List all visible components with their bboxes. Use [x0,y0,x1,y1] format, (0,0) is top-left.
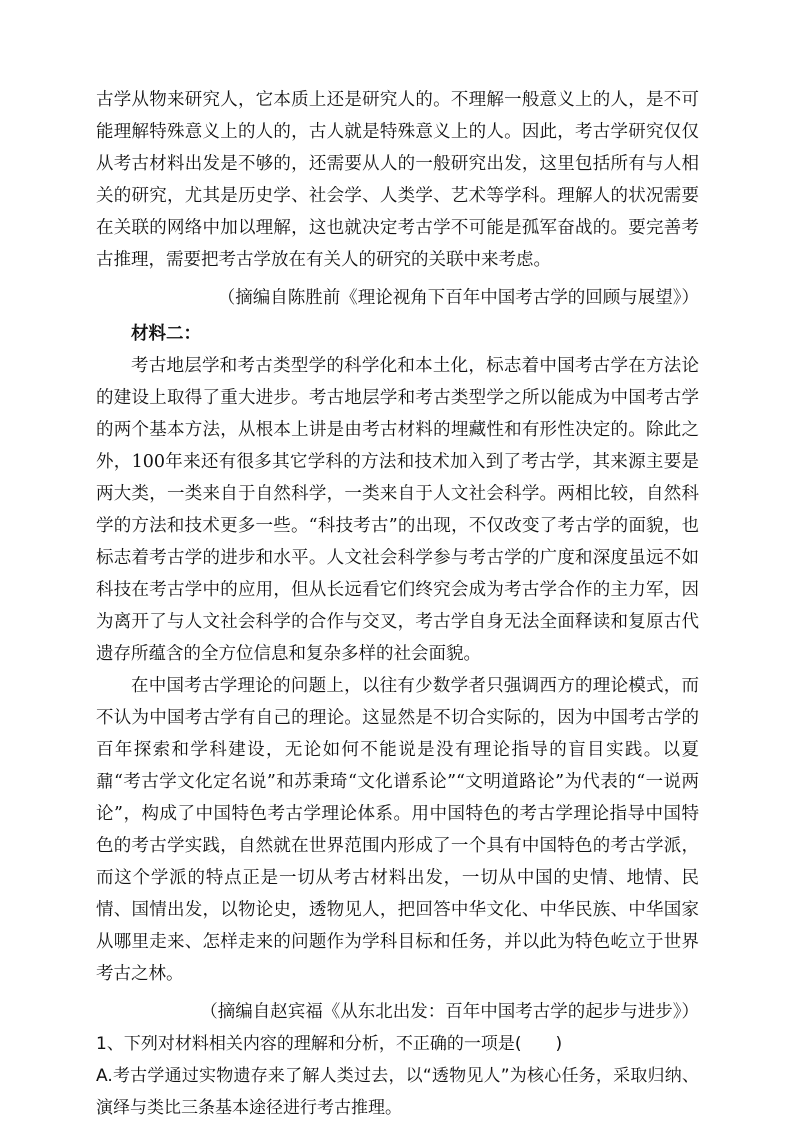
material2-heading: 材料二： [131,324,201,344]
question-1-stem: 1、下列对材料相关内容的理解和分析，不正确的一项是( ) [96,1034,563,1054]
document-page [96,84,699,1124]
material2-paragraph-2: 在中国考古学理论的问题上，以往有少数学者只强调西方的理论模式，而不认为中国考古学有自己的理论。这显然是不切合实际的，因为中国考古学的百年探索和学科建设，无论如何不能说是没有理论指导的盲目实践。以夏鼐“考古学文化定名说”和苏秉琦“文化谱系论”“文明道路论”为代表的“一说两论”，构成了中国特色考古学理论体系。用中国特色的考古学理论指导中国特色的考古学实践，自然就在世界范围内形成了一个具有中国特色的考古学派，而这个学派的特点正是一切从考古材料出发，一切从中国的史情、地情、民情、国情出发，以物论史，透物见人，把回答中华文化、中华民族、中华国家从哪里走来、怎样走来的问题作为学科目标和任务，并以此为特色屹立于世界考古之林。 [96,676,699,984]
source-citation-1: （摘编自陈胜前《理论视角下百年中国考古学的回顾与展望》） [217,288,699,308]
source-citation-2: （摘编自赵宾福《从东北出发：百年中国考古学的起步与进步》） [200,1002,699,1022]
material1-tail-paragraph: 古学从物来研究人，它本质上还是研究人的。不理解一般意义上的人，是不可能理解特殊意义上的人的，古人就是特殊意义上的人。因此，考古学研究仅仅从考古材料出发是不够的，还需要从人的一般研究出发，这里包括所有与人相关的研究，尤其是历史学、社会学、人类学、艺术等学科。理解人的状况需要在关联的网络中加以理解，这也就决定考古学不可能是孤军奋战的。要完善考古推理，需要把考古学放在有关人的研究的关联中来考虑。 [96,90,699,270]
material2-paragraph-1: 考古地层学和考古类型学的科学化和本土化，标志着中国考古学在方法论的建设上取得了重大进步。考古地层学和考古类型学之所以能成为中国考古学的两个基本方法，从根本上讲是由考古材料的埋藏性和有形性决定的。除此之外，100年来还有很多其它学科的方法和技术加入到了考古学，其来源主要是两大类，一类来自于自然科学，一类来自于人文社会科学。两相比较，自然科学的方法和技术更多一些。“科技考古”的出现，不仅改变了考古学的面貌，也标志着考古学的进步和水平。人文社会科学参与考古学的广度和深度虽远不如科技在考古学中的应用，但从长远看它们终究会成为考古学合作的主力军，因为离开了与人文社会科学的合作与交叉，考古学自身无法全面释读和复原古代遗存所蕴含的全方位信息和复杂多样的社会面貌。 [96,356,699,664]
question-1-option-a: A.考古学通过实物遗存来了解人类过去，以“透物见人”为核心任务，采取归纳、演绎与类比三条基本途径进行考古推理。 [96,1066,699,1118]
